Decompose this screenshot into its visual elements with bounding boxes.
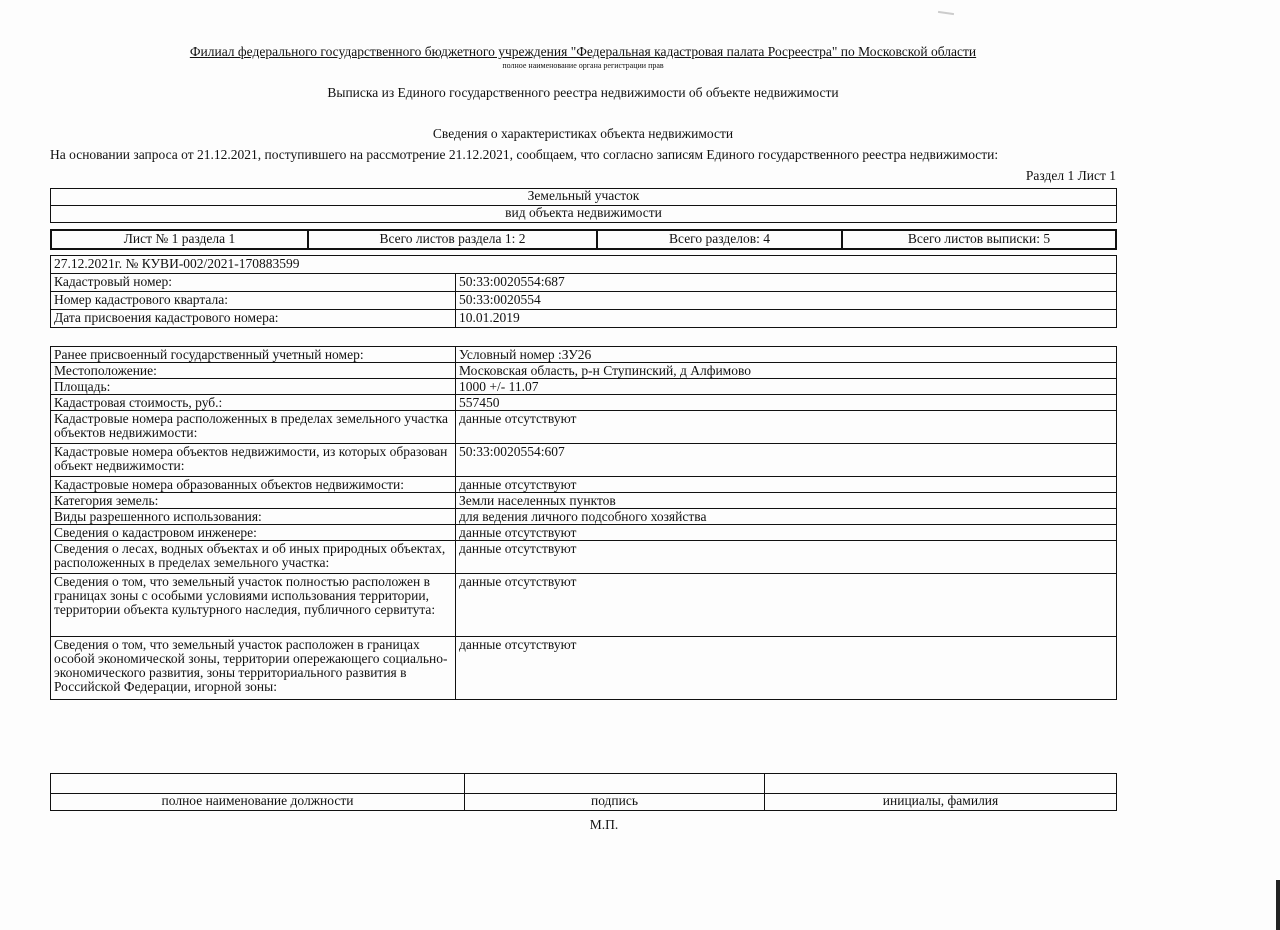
row-label: Сведения о лесах, водных объектах и об иных природных объектах, расположенных в пределах земельного участка:	[51, 541, 456, 574]
row-label: Кадастровые номера объектов недвижимости, из которых образован объект недвижимости:	[51, 444, 456, 477]
sections-total: Всего разделов: 4	[597, 230, 842, 249]
row-value: данные отсутствуют	[456, 477, 1117, 493]
row-value: данные отсутствуют	[456, 574, 1117, 637]
table-row	[51, 493, 1117, 509]
row-label: Кадастровый номер:	[51, 274, 456, 292]
row-label: Кадастровые номера образованных объектов недвижимости:	[51, 477, 456, 493]
object-type-table	[50, 188, 1117, 223]
extract-sheets-total: Всего листов выписки: 5	[842, 230, 1116, 249]
row-value: данные отсутствуют	[456, 637, 1117, 700]
section-sheets-total: Всего листов раздела 1: 2	[308, 230, 597, 249]
table-row	[51, 411, 1117, 444]
row-label: Сведения о кадастровом инженере:	[51, 525, 456, 541]
row-value: Условный номер :ЗУ26	[456, 347, 1117, 363]
table-row	[51, 292, 1117, 310]
table-row	[51, 541, 1117, 574]
signature-table	[50, 773, 1117, 811]
row-value: для ведения личного подсобного хозяйства	[456, 509, 1117, 525]
organization-name: Филиал федерального государственного бюджетного учреждения "Федеральная кадастровая палата Росреестра" по Московской области	[189, 44, 977, 59]
scan-edge-artifact	[1276, 880, 1280, 930]
scan-artifact	[938, 11, 954, 15]
row-label: Ранее присвоенный государственный учетный номер:	[51, 347, 456, 363]
object-type-caption: вид объекта недвижимости	[51, 206, 1117, 223]
table-row	[51, 637, 1117, 700]
row-value: 50:33:0020554:687	[456, 274, 1117, 292]
organization-caption: полное наименование органа регистрации прав	[502, 61, 664, 70]
row-label: Дата присвоения кадастрового номера:	[51, 310, 456, 328]
position-caption: полное наименование должности	[51, 794, 465, 811]
table-row	[51, 509, 1117, 525]
row-label: Виды разрешенного использования:	[51, 509, 456, 525]
sheet-number: Лист № 1 раздела 1	[51, 230, 308, 249]
row-label: Сведения о том, что земельный участок полностью расположен в границах зоны с особыми условиями использования территории, территории объекта культурного наследия, публичного сервитута:	[51, 574, 456, 637]
document-title: Выписка из Единого государственного реестра недвижимости об объекте недвижимости	[327, 85, 839, 100]
row-value: данные отсутствуют	[456, 541, 1117, 574]
row-label: Кадастровая стоимость, руб.:	[51, 395, 456, 411]
signature-field	[465, 774, 765, 794]
table-row	[51, 379, 1117, 395]
table-row	[51, 363, 1117, 379]
object-type-value: Земельный участок	[51, 189, 1117, 206]
position-field	[51, 774, 465, 794]
name-field	[765, 774, 1117, 794]
basis-text: На основании запроса от 21.12.2021, поступившего на рассмотрение 21.12.2021, сообщаем, что согласно записям Единого государственного реестра недвижимости:	[50, 147, 999, 162]
table-row	[51, 347, 1117, 363]
details-table	[50, 346, 1117, 700]
table-row	[51, 574, 1117, 637]
section-reference: Раздел 1 Лист 1	[1025, 168, 1116, 183]
row-value: данные отсутствуют	[456, 411, 1117, 444]
table-row	[51, 477, 1117, 493]
document-subtitle: Сведения о характеристиках объекта недвижимости	[432, 126, 734, 141]
table-row	[51, 444, 1117, 477]
row-value: данные отсутствуют	[456, 525, 1117, 541]
row-value: 557450	[456, 395, 1117, 411]
row-label: Местоположение:	[51, 363, 456, 379]
row-label: Категория земель:	[51, 493, 456, 509]
row-value: 50:33:0020554:607	[456, 444, 1117, 477]
row-label: Площадь:	[51, 379, 456, 395]
row-value: 1000 +/- 11.07	[456, 379, 1117, 395]
row-value: Земли населенных пунктов	[456, 493, 1117, 509]
row-value: 50:33:0020554	[456, 292, 1117, 310]
table-row	[51, 525, 1117, 541]
sheets-table	[50, 229, 1117, 250]
row-value: 10.01.2019	[456, 310, 1117, 328]
table-row	[51, 310, 1117, 328]
row-label: Кадастровые номера расположенных в пределах земельного участка объектов недвижимости:	[51, 411, 456, 444]
identification-table	[50, 255, 1117, 328]
table-row	[51, 274, 1117, 292]
table-row	[51, 395, 1117, 411]
row-value: Московская область, р-н Ступинский, д Алфимово	[456, 363, 1117, 379]
signature-caption: подпись	[465, 794, 765, 811]
seal-placeholder: М.П.	[589, 817, 619, 832]
row-label: Номер кадастрового квартала:	[51, 292, 456, 310]
name-caption: инициалы, фамилия	[765, 794, 1117, 811]
record-number: 27.12.2021г. № КУВИ-002/2021-170883599	[51, 256, 1117, 274]
row-label: Сведения о том, что земельный участок расположен в границах особой экономической зоны, территории опережающего социально-экономического развития, зоны территориального развития в Российской Федерации, игорной зоны:	[51, 637, 456, 700]
